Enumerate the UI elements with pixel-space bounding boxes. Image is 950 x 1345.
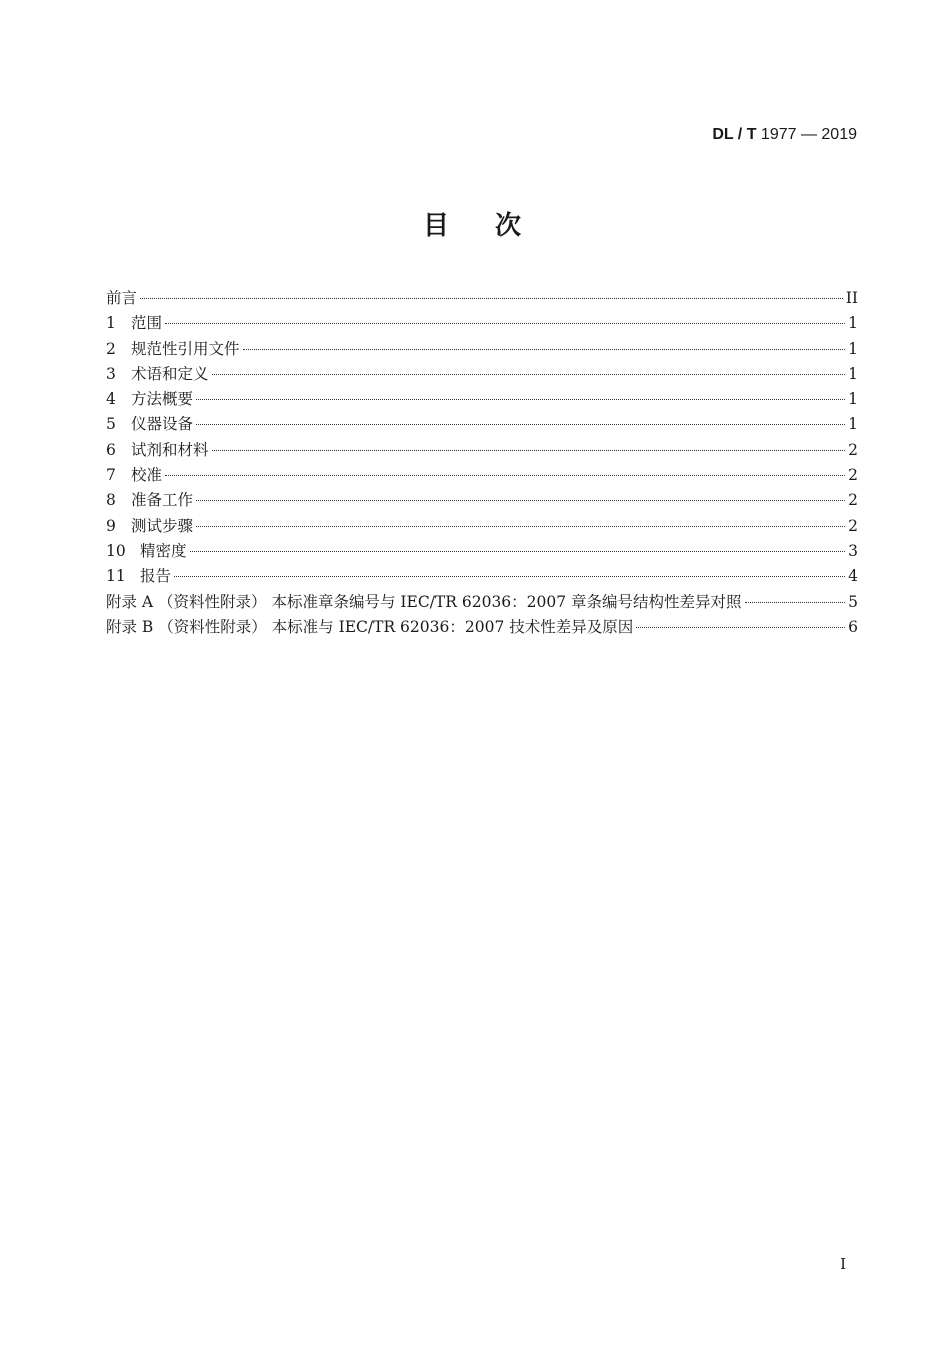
toc-entry-page: II [845, 289, 858, 307]
standard-prefix: DL / T [712, 126, 757, 143]
toc-entry-page: 5 [848, 592, 858, 611]
toc-entry-number: 3 [106, 364, 116, 383]
toc-entry-label: 方法概要 [131, 390, 194, 409]
toc-entry-page: 2 [848, 466, 858, 485]
toc-entry-number: 6 [106, 440, 116, 459]
toc-entry-5[interactable] [106, 412, 858, 437]
toc-entry-appendix-a[interactable] [106, 590, 858, 615]
toc-entry-label: 测试步骤 [131, 516, 194, 535]
toc-entry-6[interactable] [106, 438, 858, 463]
toc-leader-dots [636, 627, 845, 628]
toc-entry-8[interactable] [106, 488, 858, 513]
toc-leader-dots [212, 450, 846, 451]
toc-entry-label: 术语和定义 [131, 364, 209, 383]
toc-entry-7[interactable] [106, 463, 858, 488]
toc-entry-label: 准备工作 [131, 491, 194, 510]
toc-entry-page: 1 [848, 390, 858, 409]
toc-entry-number: 11 [106, 567, 126, 586]
toc-entry-number: 5 [106, 415, 116, 434]
toc-entry-page: 2 [848, 516, 858, 535]
toc-entry-label: 仪器设备 [131, 415, 194, 434]
toc-entry-10[interactable] [106, 539, 858, 564]
toc-entry-label: 试剂和材料 [131, 440, 209, 459]
toc-leader-dots [196, 399, 845, 400]
standard-number: 1977 — 2019 [760, 126, 857, 143]
toc-entry-3[interactable] [106, 362, 858, 387]
toc-entry-label: 精密度 [140, 541, 187, 560]
table-of-contents [106, 286, 858, 640]
toc-entry-11[interactable] [106, 564, 858, 589]
toc-entry-number: 7 [106, 466, 116, 485]
toc-entry-page: 4 [848, 567, 858, 586]
toc-leader-dots [174, 576, 845, 577]
toc-leader-dots [196, 500, 845, 501]
toc-entry-9[interactable] [106, 514, 858, 539]
toc-leader-dots [140, 298, 843, 299]
toc-entry-label: 前言 [106, 289, 138, 307]
toc-entry-label: 附录 B （资料性附录） 本标准与 IEC/TR 62036：2007 技术性差异及原因 [106, 617, 634, 636]
toc-entry-page: 1 [848, 339, 858, 358]
toc-entry-1[interactable] [106, 311, 858, 336]
toc-entry-page: 6 [848, 617, 858, 636]
standard-code [712, 126, 857, 144]
toc-entry-label: 附录 A （资料性附录） 本标准章条编号与 IEC/TR 62036：2007 章条编号结构性差异对照 [106, 592, 742, 611]
toc-leader-dots [196, 424, 845, 425]
page-number: I [840, 1255, 846, 1273]
toc-entry-label: 范围 [131, 314, 163, 333]
toc-entry-number: 2 [106, 339, 116, 358]
toc-entry-page: 2 [848, 440, 858, 459]
toc-entry-label: 校准 [131, 466, 163, 485]
toc-entry-page: 2 [848, 491, 858, 510]
toc-entry-4[interactable] [106, 387, 858, 412]
toc-leader-dots [196, 526, 845, 527]
toc-leader-dots [212, 374, 846, 375]
toc-leader-dots [243, 349, 846, 350]
toc-entry-number: 1 [106, 314, 116, 333]
toc-leader-dots [165, 475, 845, 476]
toc-entry-page: 1 [848, 415, 858, 434]
toc-leader-dots [745, 602, 846, 603]
toc-leader-dots [165, 323, 845, 324]
toc-entry-page: 1 [848, 314, 858, 333]
toc-leader-dots [190, 551, 846, 552]
toc-entry-foreword[interactable] [106, 286, 858, 311]
toc-entry-appendix-b[interactable] [106, 615, 858, 640]
page-title: 目次 [422, 211, 567, 241]
toc-entry-number: 10 [106, 541, 126, 560]
toc-entry-page: 1 [848, 364, 858, 383]
toc-entry-number: 4 [106, 390, 116, 409]
toc-entry-2[interactable] [106, 337, 858, 362]
toc-entry-label: 规范性引用文件 [131, 339, 240, 358]
toc-entry-label: 报告 [140, 567, 172, 586]
toc-entry-page: 3 [848, 541, 858, 560]
toc-entry-number: 9 [106, 516, 116, 535]
toc-entry-number: 8 [106, 491, 116, 510]
